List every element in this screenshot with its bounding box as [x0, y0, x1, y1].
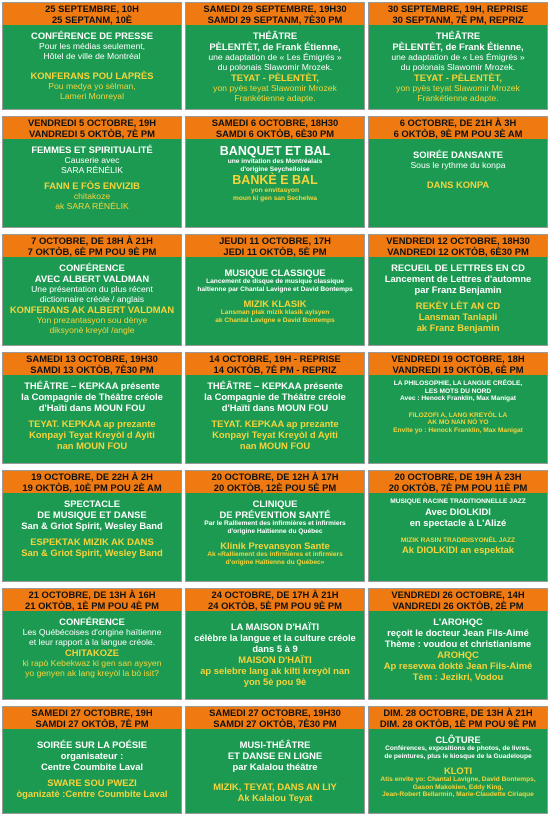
- event-date-french: SAMEDI 29 SEPTEMBRE, 19H30: [203, 3, 347, 14]
- event-date-french: SAMEDI 27 OCTOBRE, 19H30: [209, 707, 341, 718]
- event-text-creole: TEYAT. KEPKAA ap prezante: [28, 418, 156, 429]
- event-text-creole: MAISON D'HAÏTI: [238, 654, 312, 665]
- event-text-french: AVEC ALBERT VALDMAN: [34, 273, 150, 284]
- event-date-creole: 7 OKTÒB, 6È PM POU 9È PM: [27, 246, 157, 257]
- event-date-french: SAMEDI 13 OCTOBRE, 19H30: [26, 353, 158, 364]
- event-description: [3, 729, 181, 813]
- event-text-french: THÉÂTRE – KEPKAA présente: [207, 380, 343, 391]
- event-date-creole: 24 OKTÒB, 5È PM POU 9È PM: [208, 600, 342, 611]
- event-date-french: VENDREDI 19 OCTOBRE, 18H: [391, 353, 525, 364]
- event-date-header: [369, 3, 547, 25]
- event-date-creole: VANDREDI 5 OKTÒB, 7È PM: [29, 128, 155, 139]
- event-description: [369, 493, 547, 581]
- event-text-creole: MIZIK, TEYAT, DANS AN LIY: [213, 781, 337, 792]
- event-text-french: en spectacle à L'Alizé: [409, 516, 507, 528]
- event-text-french: Lancement de disque de musique classique: [206, 278, 344, 285]
- event-date-header: [186, 235, 364, 257]
- event-description: [369, 729, 547, 813]
- event-text-creole: ak Franz Benjamin: [416, 322, 500, 333]
- event-description: [369, 611, 547, 699]
- event-text-creole: Atis envite yo: Chantal Lavigne, David Bontemps,: [380, 776, 536, 784]
- event-date-creole: SAMDI 6 OKTÒB, 6È30 PM: [215, 128, 335, 139]
- event-text-french: THÉÂTRE: [252, 30, 298, 41]
- event-text-french: Hôtel de ville de Montréal: [43, 51, 141, 61]
- event-date-header: [186, 117, 364, 139]
- event-text-french: LES MOTS DU NORD: [424, 387, 492, 395]
- event-text-creole: KONFERANS AK ALBERT VALDMAN: [9, 304, 175, 315]
- event-text-creole: Lansman plak mizik klasik ayisyen: [220, 309, 330, 317]
- event-cell: [2, 116, 182, 228]
- event-text-french: FEMMES ET SPIRITUALITÉ: [31, 144, 153, 155]
- event-text-french: CONFÉRENCE: [59, 616, 125, 627]
- event-text-french: Les Québécoises d'origine haïtienne: [22, 627, 162, 637]
- event-text-french: CONFÉRENCE DE PRESSE: [31, 30, 153, 41]
- event-text-french: MUSI-THÉÂTRE: [239, 739, 311, 750]
- event-text-french: SOIRÉE SUR LA POÉSIE: [36, 739, 148, 750]
- event-date-french: 25 SEPTEMBRE, 10H: [45, 3, 139, 14]
- event-text-french: THÉÂTRE: [435, 30, 481, 41]
- event-text-creole: Klinik Prevansyon Sante: [220, 540, 330, 552]
- event-text-creole: Frankétienne adapte.: [234, 93, 316, 103]
- event-text-french: Thème : voudou et christianisme: [384, 638, 532, 649]
- event-text-creole: Ak DIOLKIDI an espektak: [401, 544, 514, 556]
- event-text-creole: yon 5è pou 9è: [243, 676, 307, 687]
- calendar-row: [2, 588, 548, 700]
- event-text-french: célèbre la langue et la culture créole: [194, 632, 356, 643]
- event-text-creole: SWARE SOU PWEZI: [47, 777, 137, 788]
- event-text-french: haïtienne par Chantal Lavigne et David Bontemps: [197, 285, 353, 293]
- event-date-french: DIM. 28 OCTOBRE, DE 13H À 21H: [383, 707, 533, 718]
- event-date-creole: 21 OKTÒB, 1È PM POU 4È PM: [25, 600, 159, 611]
- event-calendar-grid: [2, 2, 548, 820]
- calendar-row: [2, 352, 548, 464]
- event-text-creole: MIZIK RASIN TRADIDISYONÈL JAZZ: [400, 536, 516, 544]
- event-cell: [185, 234, 365, 346]
- event-cell: [185, 588, 365, 700]
- event-date-header: [369, 117, 547, 139]
- event-text-french: Lancement de Lettres d'automne: [384, 273, 532, 284]
- event-text-creole: Gason Makokien, Eddy King,: [412, 783, 504, 791]
- event-text-creole: nan MOUN FOU: [239, 440, 311, 451]
- event-text-creole: ki rapò Kebekwaz ki gen san aysyen: [22, 658, 162, 668]
- event-date-french: JEUDI 11 OCTOBRE, 17H: [219, 235, 331, 246]
- event-text-french: Conférences, expositions de photos, de livres,: [385, 745, 531, 752]
- event-date-creole: 20 OKTÒB, 12È POU 5È PM: [213, 482, 337, 493]
- spacer: [188, 772, 362, 781]
- event-text-french: organisateur :: [60, 750, 124, 761]
- event-text-creole: ak Chantal Lavigne e David Bontemps: [215, 316, 335, 324]
- event-text-creole: yon pyès teyat Slawomir Mrozek: [213, 83, 337, 93]
- event-text-creole: TEYAT - PÈLENTÈT,: [230, 72, 320, 83]
- event-text-french: d'Haïti dans MOUN FOU: [221, 402, 329, 413]
- event-date-header: [369, 589, 547, 611]
- event-text-creole: TEYAT. KEPKAA ap prezante: [211, 418, 339, 429]
- event-date-header: [369, 235, 547, 257]
- event-text-creole: òganizatè :Centre Coumbite Laval: [16, 788, 168, 799]
- event-text-french: DE MUSIQUE ET DANSE: [37, 509, 147, 520]
- event-cell: [368, 470, 548, 582]
- event-text-french: Sous le rythme du konpa: [410, 160, 506, 170]
- event-date-french: 24 OCTOBRE, DE 17H À 21H: [211, 589, 339, 600]
- event-text-french: une adaptation de « Les Émigrés »: [208, 52, 342, 62]
- event-cell: [185, 2, 365, 110]
- event-date-header: [186, 707, 364, 729]
- event-text-french: ET DANSE EN LIGNE: [227, 750, 323, 761]
- event-cell: [368, 588, 548, 700]
- event-date-header: [3, 707, 181, 729]
- event-date-header: [3, 353, 181, 375]
- event-date-header: [3, 235, 181, 257]
- event-text-french: Une présentation du plus récent: [31, 284, 153, 294]
- event-text-creole: d'origine Haïtienne du Québec»: [225, 558, 325, 566]
- event-date-creole: SAMDI 27 OKTÒB, 7È PM: [35, 718, 149, 729]
- event-date-header: [186, 471, 364, 493]
- event-text-french: de peintures, plus le kiosque de la Guadeloupe: [384, 752, 532, 760]
- calendar-row: [2, 2, 548, 110]
- event-description: [369, 25, 547, 109]
- event-text-french: Avec : Henock Franklin, Max Manigat: [400, 395, 516, 403]
- event-date-french: 19 OCTOBRE, DE 22H À 2H: [31, 471, 153, 482]
- event-date-creole: VANDREDI 19 OKTÒB, 6È PM: [392, 364, 524, 375]
- event-text-french: RECUEIL DE LETTRES EN CD: [391, 262, 525, 273]
- event-date-creole: JEDI 11 OKTÒB, 5È PM: [223, 246, 327, 257]
- event-text-french: CONFÉRENCE: [59, 262, 125, 273]
- event-date-french: 21 OCTOBRE, DE 13H À 16H: [28, 589, 156, 600]
- event-date-header: [369, 471, 547, 493]
- event-description: [186, 729, 364, 813]
- event-text-creole: MIZIK KLASIK: [243, 298, 307, 310]
- event-text-french: Pour les médias seulement,: [38, 41, 146, 51]
- event-cell: [2, 352, 182, 464]
- event-text-french: CLÔTURE: [435, 734, 481, 745]
- event-date-french: 30 SEPTEMBRE, 19H, REPRISE: [387, 3, 529, 14]
- event-date-creole: SAMDI 29 SEPTANM, 7È30 PM: [207, 14, 343, 25]
- event-date-creole: 20 OKTÒB, 7È PM POU 11È PM: [388, 482, 528, 493]
- event-text-creole: chitakoze: [73, 191, 111, 201]
- event-text-creole: Ak «Ralliement des infirmières et infirmiers: [207, 551, 343, 559]
- spacer: [371, 528, 545, 537]
- event-cell: [2, 470, 182, 582]
- event-date-creole: 14 OKTÒB, 7È PM - REPRIZ: [213, 364, 337, 375]
- event-date-creole: VANDREDI 26 OKTÒB, 2È PM: [392, 600, 524, 611]
- event-date-header: [369, 707, 547, 729]
- event-text-french: une invitation des Montréalais: [227, 158, 323, 165]
- event-date-french: 7 OCTOBRE, DE 18H À 21H: [31, 235, 153, 246]
- event-text-french: SARA RÉNÉLIK: [60, 165, 124, 175]
- event-text-creole: FILOZOFI A, LANG KREYÒL LA: [408, 411, 508, 419]
- event-cell: [368, 706, 548, 814]
- event-text-french: reçoit le docteur Jean Fils-Aimé: [387, 627, 529, 638]
- calendar-row: [2, 234, 548, 346]
- event-text-creole: Lansman Tanlapli: [418, 311, 498, 322]
- event-text-creole: REKÈY LÈT AN CD: [415, 300, 501, 311]
- event-description: [3, 139, 181, 227]
- event-description: [186, 375, 364, 463]
- event-text-french: CLINIQUE: [252, 498, 298, 509]
- event-text-french: une adaptation de « Les Émigrés »: [391, 52, 525, 62]
- event-description: [3, 257, 181, 345]
- event-text-french: San & Griot Spirit, Wesley Band: [21, 520, 163, 531]
- event-cell: [185, 470, 365, 582]
- calendar-row: [2, 706, 548, 814]
- event-text-french: Causerie avec: [64, 155, 120, 165]
- event-text-creole: Yon prezantasyon sou dènye: [36, 315, 148, 325]
- event-date-creole: 30 SEPTANM, 7È PM, REPRIZ: [392, 14, 524, 25]
- event-text-french: MUSIQUE CLASSIQUE: [224, 267, 326, 278]
- event-text-creole: ak SARA RÉNÉLIK: [55, 201, 129, 211]
- event-description: [369, 139, 547, 227]
- event-text-french: BANQUET ET BAL: [219, 144, 331, 158]
- event-text-french: Par le Ralliement des infirmières et infirmiers: [204, 520, 346, 527]
- event-cell: [2, 706, 182, 814]
- event-text-creole: TEYAT - PÈLENTÈT,: [413, 72, 503, 83]
- event-cell: [368, 2, 548, 110]
- event-date-creole: 19 OKTÒB, 10È PM POU 2È AM: [22, 482, 162, 493]
- event-text-creole: Konpayi Teyat Kreyòl d Ayiti: [29, 429, 155, 440]
- event-cell: [2, 2, 182, 110]
- event-text-creole: Jean-Robert Bellarmin, Marie-Claudette Ciriaque: [382, 791, 534, 799]
- event-date-creole: SAMDI 13 OKTÒB, 7È30 PM: [30, 364, 154, 375]
- event-text-french: LA PHILOSOPHIE, LA LANGUE CRÉOLE,: [393, 380, 523, 387]
- event-text-french: THÉÂTRE – KEPKAA présente: [24, 380, 160, 391]
- event-date-creole: 6 OKTÒB, 9È PM POU 3È AM: [393, 128, 523, 139]
- event-text-creole: Frankétienne adapte.: [417, 93, 499, 103]
- event-description: [3, 611, 181, 699]
- event-date-french: 6 OCTOBRE, DE 21H À 3H: [399, 117, 517, 128]
- event-text-creole: moun ki gen san Sechelwa: [233, 194, 317, 202]
- spacer: [371, 403, 545, 412]
- event-text-french: du polonais Slawomir Mrozek.: [400, 62, 516, 72]
- event-text-creole: AROHQC: [437, 649, 479, 660]
- event-text-creole: yo genyen ak lang kreyòl la bò isit?: [25, 668, 159, 678]
- event-text-french: LA MAISON D'HAÏTI: [230, 621, 320, 632]
- event-date-creole: DIM. 28 OKTÒB, 1È PM POU 9È PM: [379, 718, 537, 729]
- spacer: [371, 170, 545, 179]
- event-text-creole: diksyonè kreyòl /angle: [49, 325, 135, 335]
- event-text-creole: Konpayi Teyat Kreyòl d Ayiti: [212, 429, 338, 440]
- event-text-creole: Ak Kalalou Teyat: [237, 792, 313, 803]
- event-description: [186, 493, 364, 581]
- event-date-french: 20 OCTOBRE, DE 19H À 23H: [394, 471, 522, 482]
- event-text-creole: Lameri Monreyal: [60, 91, 124, 101]
- event-date-french: VENDREDI 12 OCTOBRE, 18H30: [386, 235, 530, 246]
- event-text-french: Centre Coumbite Laval: [40, 761, 144, 772]
- event-date-header: [3, 3, 181, 25]
- event-text-creole: Envite yo : Henock Franklin, Max Manigat: [393, 426, 523, 434]
- event-date-french: SAMEDI 27 OCTOBRE, 19H: [31, 707, 153, 718]
- calendar-row: [2, 470, 548, 582]
- event-description: [3, 25, 181, 109]
- event-date-header: [3, 117, 181, 139]
- event-description: [186, 611, 364, 699]
- event-cell: [185, 116, 365, 228]
- event-text-french: la Compagnie de Théâtre créole: [21, 391, 163, 402]
- event-text-creole: BANKÈ E BAL: [232, 173, 318, 188]
- event-date-header: [186, 589, 364, 611]
- event-text-creole: San & Griot Spirit, Wesley Band: [21, 547, 163, 558]
- event-description: [369, 375, 547, 463]
- event-text-french: du polonais Slawomir Mrozek.: [217, 62, 333, 72]
- event-text-creole: Tèm : Jezikri, Vodou: [412, 671, 504, 682]
- event-text-french: et leur rapport à la langue créole.: [28, 637, 156, 647]
- event-cell: [368, 352, 548, 464]
- event-date-header: [186, 353, 364, 375]
- event-date-header: [3, 471, 181, 493]
- event-description: [3, 493, 181, 581]
- event-text-french: L'AROHQC: [433, 616, 483, 627]
- event-date-french: 14 OCTOBRE, 19H - REPRISE: [209, 353, 341, 364]
- event-date-french: VENDREDI 5 OCTOBRE, 19H: [28, 117, 156, 128]
- event-text-french: DE PRÉVENTION SANTÉ: [219, 509, 331, 520]
- event-text-creole: KONFERANS POU LAPRÈS: [30, 70, 154, 81]
- event-cell: [185, 706, 365, 814]
- event-date-header: [3, 589, 181, 611]
- event-date-header: [186, 3, 364, 25]
- event-text-creole: KLOTI: [443, 765, 473, 777]
- event-cell: [185, 352, 365, 464]
- event-text-french: d'Haïti dans MOUN FOU: [38, 402, 146, 413]
- event-description: [186, 25, 364, 109]
- event-text-french: d'origine Seychelloise: [240, 165, 310, 173]
- event-text-french: la Compagnie de Théâtre créole: [204, 391, 346, 402]
- event-text-creole: AK MO NAN NÒ YO: [427, 419, 489, 427]
- event-description: [186, 257, 364, 345]
- event-date-header: [369, 353, 547, 375]
- event-description: [369, 257, 547, 345]
- event-text-creole: nan MOUN FOU: [56, 440, 128, 451]
- event-text-creole: ESPEKTAK MIZIK AK DANS: [30, 536, 154, 547]
- event-text-french: PÈLENTÈT, de Frank Étienne,: [209, 41, 341, 52]
- event-cell: [368, 234, 548, 346]
- event-text-french: PÈLENTÈT, de Frank Étienne,: [392, 41, 524, 52]
- event-text-creole: ap selebre lang ak kilti kreyòl nan: [200, 665, 350, 676]
- event-text-creole: CHITAKOZE: [65, 647, 119, 658]
- event-description: [186, 139, 364, 227]
- event-cell: [2, 588, 182, 700]
- event-text-creole: DANS KONPA: [426, 179, 490, 190]
- event-date-creole: 25 SEPTANM, 10È: [51, 14, 133, 25]
- event-date-french: SAMEDI 6 OCTOBRE, 18H30: [211, 117, 339, 128]
- event-cell: [368, 116, 548, 228]
- event-cell: [2, 234, 182, 346]
- event-text-french: dans 5 à 9: [252, 643, 298, 654]
- event-text-creole: yon envitasyon: [250, 187, 299, 195]
- event-text-french: d'origine Haïtienne du Québec: [227, 527, 323, 535]
- event-date-creole: SAMDI 27 OKTÒB, 7È30 PM: [213, 718, 337, 729]
- spacer: [5, 61, 179, 70]
- event-text-french: dictionnaire créole / anglais: [39, 294, 145, 304]
- calendar-row: [2, 116, 548, 228]
- event-description: [3, 375, 181, 463]
- event-date-creole: VANDREDI 12 OKTÒB, 6È30 PM: [387, 246, 529, 257]
- event-text-creole: yon pyès teyat Slawomir Mrozek: [396, 83, 520, 93]
- event-text-french: SPECTACLE: [63, 498, 121, 509]
- event-date-french: 20 OCTOBRE, DE 12H À 17H: [211, 471, 339, 482]
- event-text-creole: Pou medya yo sèlman,: [48, 81, 136, 91]
- event-text-creole: Ap resevwa doktè Jean Fils-Aimé: [383, 660, 533, 671]
- event-text-french: MUSIQUE RACINE TRADITIONNELLE JAZZ: [390, 498, 526, 505]
- event-text-french: Avec DIOLKIDI: [425, 505, 491, 517]
- event-date-french: VENDREDI 26 OCTOBRE, 14H: [391, 589, 525, 600]
- event-text-french: par Kalalou théâtre: [232, 761, 318, 772]
- event-text-creole: FANN E FÒS ENVIZIB: [44, 180, 140, 191]
- event-text-french: par Franz Benjamin: [414, 284, 502, 295]
- event-text-french: SOIRÉE DANSANTE: [412, 149, 504, 160]
